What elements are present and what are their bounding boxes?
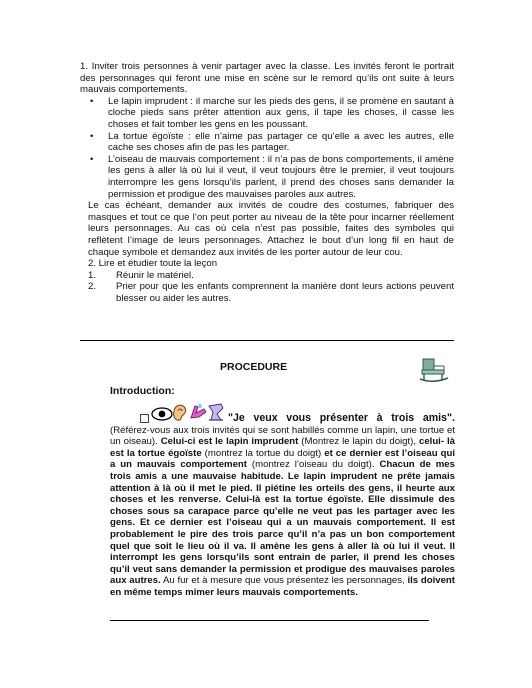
rocking-chair-icon bbox=[418, 356, 452, 384]
item-text: Réunir le matériel. bbox=[116, 269, 194, 281]
text-segment: (montrez la tortue du doigt) bbox=[201, 447, 325, 459]
text-segment: "Je veux vous présenter à trois amis". bbox=[228, 412, 455, 424]
preparation-list bbox=[80, 270, 454, 305]
bullet-tortue: • La tortue égoïste : elle n’aime pas partager ce qu’elle a avec les autres, elle cache ses choses afin de pas les partager. bbox=[80, 131, 454, 154]
bullet-lapin: • Le lapin imprudent : il marche sur les pieds des gens, il se promène en sautant à cloche pieds sans prêter attention aux gens, il tape les choses, il casse les choses et fait tomber les gens en les poussant. bbox=[80, 96, 454, 131]
introduction-heading: Introduction: bbox=[110, 385, 175, 397]
text-segment: (Montrez le lapin du doigt), bbox=[298, 436, 419, 448]
procedure-title: PROCEDURE bbox=[220, 361, 288, 373]
costume-paragraph: Le cas échéant, demander aux invités de coudre des costumes, fabriquer des masques et tout ce que l’on peut porter au niveau de la tête pour incarner réellement leurs personnages. Au cas où cela n’est pas possible, faites des symboles qui reflètent l’image de leurs personnages. Attachez le bout d’un long fil en haut de chaque symbole et demandez aux invités de les porter autour de leur cou. bbox=[88, 200, 454, 258]
text-segment: Chacun de mes trois amis a une mauvaise habitude. Le lapin imprudent ne prête jamais attention à là où il met le pied. Il piétine les orteils des gens, il heurte aux choses et les renverse. Celui-là est la tortue égoïste. Elle dissimule des choses sous sa carapace parce qu’elle ne veut pas les partager avec les gens. Et ce dernier est l’oiseau qui a un mauvais comportement. Il est probablement le pire des trois parce qu’il n’a pas un bon comportement quel que soit le lieu où il va. Il amène les gens à aller là où lui il veut. Il interrompt les gens lorsqu’ils sont entrain de parler, il prend les choses qu’il veut sans demander la permission et prodigue des mauvaises paroles aux autres. bbox=[110, 459, 455, 587]
preparation-item bbox=[88, 270, 454, 282]
item-text: Prier pour que les enfants comprennent la manière dont leurs actions peuvent blesser ou aider les autres. bbox=[116, 281, 454, 304]
text-segment: (montrez l’oiseau du doigt). bbox=[246, 459, 380, 471]
section-divider bbox=[80, 340, 454, 341]
step-2-line: 2. Lire et étudier toute la leçon bbox=[88, 258, 218, 270]
item-number: 1. bbox=[88, 269, 97, 281]
text-segment: celui- là est la tortue égoïste bbox=[110, 436, 455, 459]
text-segment: ils doivent en même temps mimer leurs mauvais comportements. bbox=[110, 575, 455, 598]
text-segment: et ce dernier est l’oiseau qui a un mauvais comportement bbox=[110, 447, 455, 471]
bottom-divider bbox=[110, 620, 429, 621]
text-segment: Au fur et à mesure que vous présentez les personnages, bbox=[160, 575, 408, 587]
text-segment: (Référez-vous aux trois invités qui se sont habillés comme un lapin, une tortue et un oiseau). bbox=[110, 424, 455, 448]
step-1-paragraph: 1. Inviter trois personnes à venir partager avec la classe. Les invités feront le portrait des personnages qui feront une mise en scène sur le remord qu’ils ont suite à leurs mauvais comportements. bbox=[80, 61, 454, 96]
introduction-segments bbox=[110, 413, 455, 598]
preparation-item bbox=[88, 281, 454, 304]
text-segment: Celui-ci est le lapin imprudent bbox=[160, 436, 299, 448]
item-number: 2. bbox=[88, 281, 97, 293]
introduction-text bbox=[110, 413, 455, 599]
character-bullet-list bbox=[80, 96, 454, 200]
instructions-block bbox=[80, 61, 454, 304]
bullet-oiseau: • L’oiseau de mauvais comportement : il n’a pas de bons comportements, il amène les gens à aller là où lui il veut, il veut toujours être le premier, il veut toujours interrompre les gens lorsqu’ils parlent, il prend des choses sans demander la permission et prodigue des mauvaises paroles aux autres. bbox=[80, 154, 454, 200]
